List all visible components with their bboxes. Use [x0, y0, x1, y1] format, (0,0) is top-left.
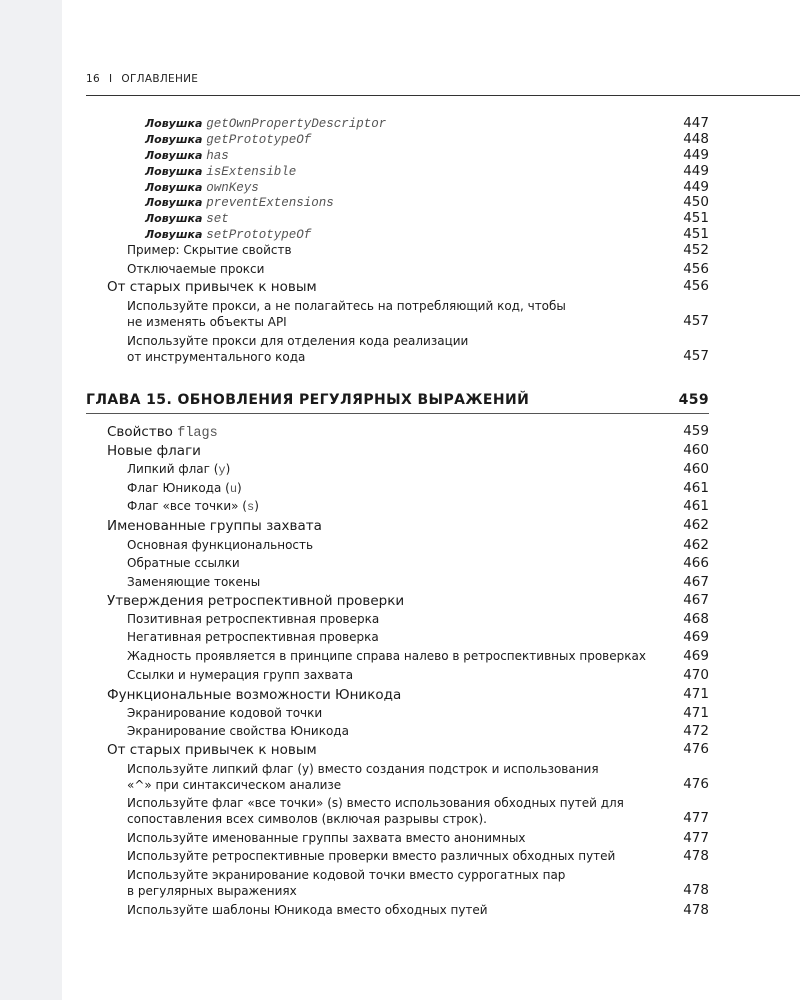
toc-entry-title — [127, 796, 624, 810]
code-identifier: flags — [177, 426, 218, 441]
toc-entry-title — [127, 334, 468, 348]
toc-entry-text: Используйте прокси, а не полагайтесь на потребляющий код, чтобы — [127, 299, 566, 313]
header-rule — [86, 95, 800, 96]
toc-entry-page: 457 — [683, 313, 709, 329]
toc-entry-text: Экранирование кодовой точки — [127, 706, 323, 720]
running-head-separator: I — [108, 73, 113, 85]
toc-entry-title — [127, 849, 615, 863]
toc-entry-page: 450 — [683, 194, 709, 210]
code-identifier: set — [206, 212, 229, 226]
toc-entry-text: Ссылки и нумерация групп захвата — [127, 668, 354, 682]
toc-entry-page: 459 — [683, 423, 709, 439]
toc-entry-page: 456 — [683, 278, 709, 294]
toc-entry-prefix: Ловушка — [145, 228, 203, 241]
toc-entry-page: 462 — [683, 517, 709, 533]
toc-entry-title-continued: «^» при синтаксическом анализе — [127, 778, 342, 792]
toc-entry-page: 452 — [683, 242, 709, 258]
code-identifier: setPrototypeOf — [206, 228, 312, 242]
toc-entry-title-continued: от инструментального кода — [127, 350, 306, 364]
toc-entry-title — [107, 593, 404, 609]
toc-entry-title — [107, 424, 218, 441]
toc-entry-text: Флаг «все точки» ( — [127, 499, 247, 513]
toc-entry-page: 468 — [683, 611, 709, 627]
toc-entry-text: Именованные группы захвата — [107, 518, 322, 534]
toc-entry-title — [107, 518, 322, 534]
toc-entry-text: Флаг Юникода ( — [127, 481, 230, 495]
toc-entry-title — [145, 227, 311, 242]
toc-entry-text: Используйте ретроспективные проверки вместо различных обходных путей — [127, 849, 616, 863]
toc-entry-page: 469 — [683, 648, 709, 664]
toc-entry-text: От старых привычек к новым — [107, 279, 317, 295]
toc-entry-page: 462 — [683, 537, 709, 553]
chapter-title: ГЛАВА 15. ОБНОВЛЕНИЯ РЕГУЛЯРНЫХ ВЫРАЖЕНИЙ — [86, 392, 530, 408]
toc-entry-page: 469 — [683, 629, 709, 645]
section-title: ОГЛАВЛЕНИЕ — [121, 73, 199, 85]
toc-entry-title — [145, 148, 229, 163]
toc-entry-title — [127, 612, 379, 626]
code-identifier: getPrototypeOf — [206, 133, 312, 147]
toc-entry-title — [127, 243, 292, 257]
toc-entry-title — [145, 132, 311, 147]
code-identifier: u — [229, 482, 238, 496]
toc-entry-prefix: Ловушка — [145, 181, 203, 194]
toc-entry-page: 449 — [683, 147, 709, 163]
toc-entry-title — [127, 481, 242, 496]
toc-entry-title — [127, 630, 379, 644]
code-identifier: has — [206, 149, 229, 163]
toc-entry-suffix: ) — [254, 499, 259, 513]
toc-entry-title — [145, 211, 229, 226]
toc-entry-title — [127, 462, 230, 477]
toc-entry-text: Экранирование свойства Юникода — [127, 724, 349, 738]
toc-entry-text: Пример: Скрытие свойств — [127, 243, 292, 257]
toc-entry-page: 461 — [683, 480, 709, 496]
toc-entry-prefix: Ловушка — [145, 149, 203, 162]
toc-entry-prefix: Ловушка — [145, 196, 203, 209]
toc-entry-page: 476 — [683, 741, 709, 757]
toc-entry-suffix: ) — [237, 481, 242, 495]
toc-entry-text: Свойство — [107, 424, 173, 440]
toc-entry-page: 476 — [683, 776, 709, 792]
toc-entry-title-continued: не изменять объекты API — [127, 315, 287, 329]
toc-entry-title — [127, 556, 240, 570]
chapter-heading[interactable] — [86, 392, 709, 408]
toc-entry-title — [107, 443, 201, 459]
toc-entry-text: Основная функциональность — [127, 538, 314, 552]
toc-entry-title — [127, 903, 488, 917]
toc-entry-page: 478 — [683, 902, 709, 918]
toc-entry-prefix: Ловушка — [145, 117, 203, 130]
toc-entry-page: 472 — [683, 723, 709, 739]
toc-entry-text: Функциональные возможности Юникода — [107, 687, 402, 703]
toc-entry-text: Жадность проявляется в принципе справа налево в ретроспективных проверках — [127, 649, 646, 663]
toc-entry-text: Негативная ретроспективная проверка — [127, 630, 379, 644]
toc-entry-page: 467 — [683, 592, 709, 608]
code-identifier: ownKeys — [206, 181, 259, 195]
toc-entry-page: 477 — [683, 810, 709, 826]
code-identifier: getOwnPropertyDescriptor — [206, 117, 387, 131]
toc-entry-page: 471 — [683, 686, 709, 702]
toc-entry-title — [127, 724, 349, 738]
page-margin — [0, 0, 62, 1000]
page-number: 16 — [86, 73, 100, 85]
toc-entry-title — [127, 668, 353, 682]
toc-entry-prefix: Ловушка — [145, 212, 203, 225]
toc-entry-title — [127, 868, 565, 882]
toc-entry-page: 448 — [683, 131, 709, 147]
toc-entry-title — [107, 687, 401, 703]
toc-entry-text: Используйте прокси для отделения кода реализации — [127, 334, 469, 348]
toc-entry-text: Используйте шаблоны Юникода вместо обходных путей — [127, 903, 488, 917]
toc-entry-title — [127, 499, 259, 514]
toc-entry-title — [127, 299, 566, 313]
toc-entry-title — [145, 195, 334, 210]
toc-entry-text: Используйте липкий флаг (y) вместо создания подстрок и использования — [127, 762, 599, 776]
toc-entry-page: 457 — [683, 348, 709, 364]
toc-entry-title — [127, 262, 264, 276]
toc-entry-page: 471 — [683, 705, 709, 721]
toc-entry-page: 460 — [683, 442, 709, 458]
toc-entry-page: 456 — [683, 261, 709, 277]
toc-entry-suffix: ) — [225, 462, 231, 476]
toc-entry-text: Обратные ссылки — [127, 556, 240, 570]
toc-entry-page: 477 — [683, 830, 709, 846]
toc-entry-title — [127, 831, 526, 845]
toc-entry-page: 478 — [683, 848, 709, 864]
code-identifier: y — [218, 463, 226, 477]
running-head — [86, 73, 198, 85]
toc-entry-text: Позитивная ретроспективная проверка — [127, 612, 380, 626]
toc-entry-text: Отключаемые прокси — [127, 262, 265, 276]
toc-entry-title — [127, 706, 322, 720]
toc-entry-page: 449 — [683, 163, 709, 179]
toc-entry-text: Утверждения ретроспективной проверки — [107, 593, 405, 609]
toc-entry-page: 467 — [683, 574, 709, 590]
code-identifier: s — [247, 500, 255, 514]
toc-entry-page: 478 — [683, 882, 709, 898]
toc-entry-title — [107, 742, 317, 758]
toc-entry-title — [127, 575, 260, 589]
toc-entry-text: Используйте экранирование кодовой точки вместо суррогатных пар — [127, 868, 566, 882]
toc-entry-title — [107, 279, 317, 295]
toc-entry-page: 466 — [683, 555, 709, 571]
toc-entry-page: 447 — [683, 115, 709, 131]
toc-entry-page: 449 — [683, 179, 709, 195]
toc-entry-title — [145, 164, 296, 179]
toc-entry-text: Новые флаги — [107, 443, 201, 459]
toc-entry-prefix: Ловушка — [145, 165, 203, 178]
toc-entry-title — [145, 180, 259, 195]
toc-entry-page: 451 — [683, 210, 709, 226]
toc-entry-title — [145, 116, 386, 131]
toc-entry-text: Липкий флаг ( — [127, 462, 219, 476]
chapter-page: 459 — [678, 392, 709, 408]
toc-entry-title — [127, 649, 646, 663]
toc-entry-page: 451 — [683, 226, 709, 242]
toc-entry-page: 470 — [683, 667, 709, 683]
toc-entry-title — [127, 538, 313, 552]
toc-entry-text: От старых привычек к новым — [107, 742, 317, 758]
toc-entry-page: 460 — [683, 461, 709, 477]
code-identifier: isExtensible — [206, 165, 297, 179]
toc-entry-text: Используйте флаг «все точки» (s) вместо использования обходных путей для — [127, 796, 624, 810]
toc-entry-prefix: Ловушка — [145, 133, 203, 146]
code-identifier: preventExtensions — [206, 196, 334, 210]
toc-entry-title — [127, 762, 599, 776]
toc-entry-page: 461 — [683, 498, 709, 514]
toc-entry-title-continued: в регулярных выражениях — [127, 884, 297, 898]
toc-entry-text: Заменяющие токены — [127, 575, 261, 589]
chapter-rule — [86, 413, 709, 414]
toc-entry-text: Используйте именованные группы захвата вместо анонимных — [127, 831, 526, 845]
toc-entry-title-continued: сопоставления всех символов (включая разрывы строк). — [127, 812, 487, 826]
